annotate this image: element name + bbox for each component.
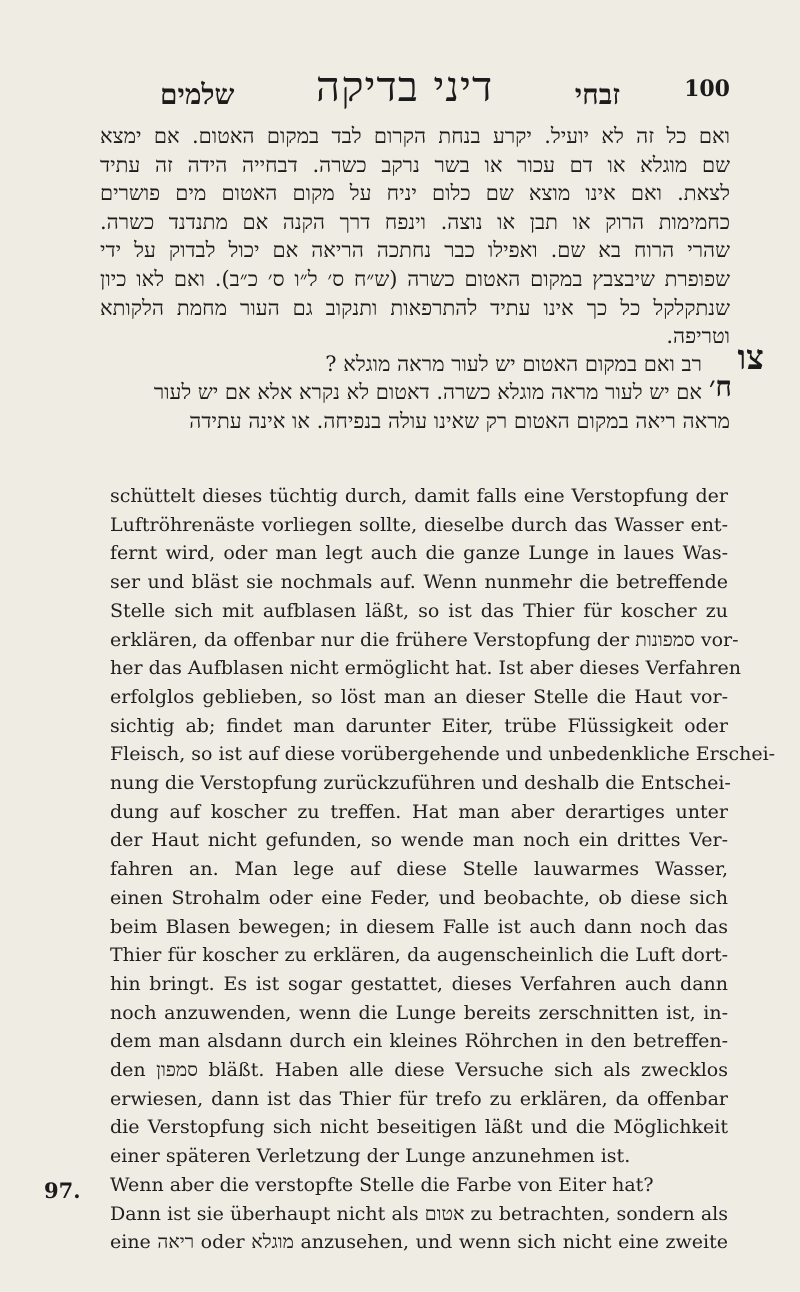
german-line: fahren an. Man lege auf diese Stelle lauwarmes Wasser,	[110, 858, 728, 881]
answer-line: מראה ריאה במקום האטום רק שאינו עולה בנפיחה. או אינה עתידה	[189, 409, 730, 433]
german-line: sichtig ab; findet man darunter Eiter, trübe Flüssigkeit oder	[110, 714, 728, 737]
hebrew-line: ואם כל זה לא יועיל. יקרע בנחת הקרום לבד במקום האטום. אם ימצא	[100, 124, 730, 148]
question-marker: צו	[737, 338, 764, 378]
german-line: dung auf koscher zu treffen. Hat man aber derartiges unter	[110, 800, 728, 823]
german-line: erklären, da offenbar nur die frühere Verstopfung der סמפונות vor-	[110, 628, 739, 651]
question-text: רב ואם במקום האטום יש לעור מראה מוגלא ?	[325, 352, 702, 376]
german-line: hin bringt. Es ist sogar gestattet, dieses Verfahren auch dann	[110, 972, 728, 995]
german-line: den סמפון bläßt. Haben alle diese Versuche sich als zwecklos	[110, 1059, 728, 1082]
section-number: 97.	[44, 1178, 81, 1203]
german-line: Wenn aber die verstopfte Stelle die Farbe von Eiter hat?	[110, 1173, 654, 1196]
german-line: Luftröhrenäste vorliegen sollte, dieselbe durch das Wasser ent-	[110, 513, 728, 536]
german-line: Dann ist sie überhaupt nicht als אטום zu betrachten, sondern als	[110, 1202, 728, 1225]
hebrew-line: שם מוגלא או דם עכור או בשר נרקב כשרה. דבחייה הידה זה עתיד	[100, 152, 730, 177]
german-line: ser und bläst sie nochmals auf. Wenn nunmehr die betreffende	[110, 571, 728, 594]
hebrew-line: שפופרת שיבצבץ במקום האטום כשרה (ש״ח ס׳ ל״ו ס׳ כ״ב). ואם לאו כיון	[100, 266, 730, 291]
german-line: der Haut nicht gefunden, so wende man noch ein drittes Ver-	[110, 829, 728, 852]
german-line: schüttelt dieses tüchtig durch, damit falls eine Verstopfung der	[110, 485, 728, 507]
hebrew-paragraph	[100, 122, 730, 351]
answer-marker: ח׳	[708, 370, 732, 403]
header-title: דיני בדיקה	[315, 62, 494, 111]
running-header	[160, 62, 620, 112]
german-line: eine ריאה oder מוגלא anzusehen, und wenn sich nicht eine zweite	[110, 1231, 729, 1254]
hebrew-line: לצאת. ואם אינו מוצא שם כלום יניח על מקום האטום מים פושרים	[100, 181, 730, 206]
german-line: Fleisch, so ist auf diese vorübergehende und unbedenkliche Erschei-	[110, 743, 776, 766]
german-translation	[110, 482, 776, 1257]
german-line: fernt wird, oder man legt auch die ganze Lunge in laues Was-	[110, 542, 728, 565]
page-number: 100	[684, 76, 730, 102]
answer-line: אם יש לעור מראה מוגלא כשרה. דאטום לא נקרא אלא אם יש לעור	[153, 380, 702, 404]
german-line: noch anzuwenden, wenn die Lunge bereits zerschnitten ist, in-	[110, 1001, 728, 1024]
german-line: nung die Verstopfung zurückzuführen und deshalb die Entschei-	[110, 772, 731, 795]
header-right-word: זבחי	[574, 78, 620, 111]
hebrew-line: כחמימות הרוק או תבן או נוצה. וינפח דרך הקנה אם מתנדנד כשרה.	[100, 209, 730, 234]
hebrew-line: שנתקלקל כל כך אינו עתיד להתרפאות ותנקוב גם העור מחמת הלקותא	[100, 295, 730, 320]
german-line: beim Blasen bewegen; in diesem Falle ist auch dann noch das	[110, 915, 728, 938]
hebrew-line: וטריפה.	[666, 324, 730, 349]
header-left-word: שלמים	[160, 78, 235, 111]
german-line: erfolglos geblieben, so löst man an dieser Stelle die Haut vor-	[110, 685, 728, 708]
german-line: Thier für koscher zu erklären, da augenscheinlich die Luft dort-	[110, 944, 728, 967]
german-line: her das Aufblasen nicht ermöglicht hat. Ist aber dieses Verfahren	[110, 657, 742, 680]
german-line: dem man alsdann durch ein kleines Röhrchen in den betreffen-	[110, 1030, 728, 1053]
german-line: einer späteren Verletzung der Lunge anzunehmen ist.	[110, 1145, 631, 1168]
hebrew-line: שהרי הרוח בא שם. ואפילו כבר נחתכה הריאה אם יכול לבדוק על ידי	[100, 238, 730, 263]
german-line: erwiesen, dann ist das Thier für trefo zu erklären, da offenbar	[110, 1087, 728, 1110]
german-line: die Verstopfung sich nicht beseitigen läßt und die Möglichkeit	[110, 1116, 728, 1139]
german-line: einen Strohalm oder eine Feder, und beobachte, ob diese sich	[110, 886, 728, 909]
german-line: Stelle sich mit aufblasen läßt, so ist das Thier für koscher zu	[110, 599, 728, 622]
